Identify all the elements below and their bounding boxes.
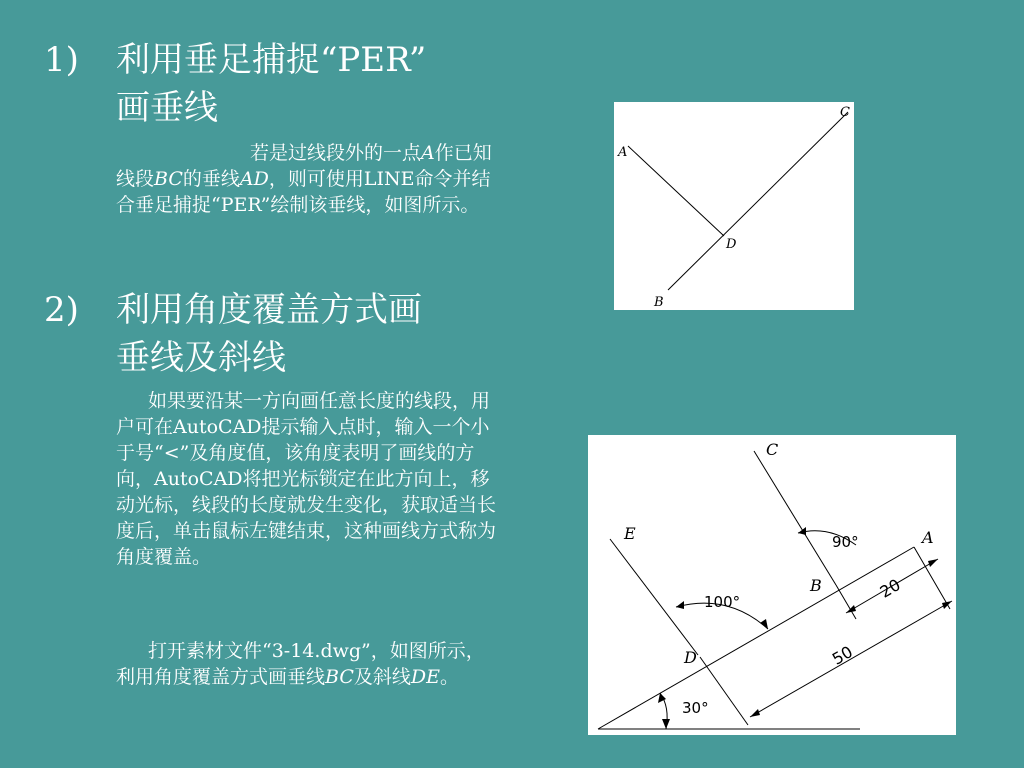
line-de bbox=[610, 539, 698, 655]
label-b: B bbox=[810, 576, 822, 595]
dim-50-label: 50 bbox=[828, 642, 856, 669]
section2-title bbox=[116, 286, 516, 382]
section2-title-line2: 垂线及斜线 bbox=[116, 338, 286, 378]
inclined-line bbox=[598, 547, 914, 729]
figure-perpendicular-snap bbox=[614, 102, 854, 310]
label-e: E bbox=[624, 524, 636, 543]
section1-paragraph-run: 作已知线段 bbox=[116, 142, 492, 190]
section2-paragraph2-run: 打开素材文件“3-14.dwg”，如图所示，利用角度覆盖方式画垂线 bbox=[116, 640, 485, 688]
section2-paragraph2-run: 及斜线 bbox=[353, 666, 411, 688]
figure2-drawing bbox=[588, 435, 956, 735]
section2-paragraph1: 如果要沿某一方向画任意长度的线段，用户可在AutoCAD提示输入点时，输入一个小于号“<”及角度值，该角度表明了画线的方向，AutoCAD将把光标锁定在此方向上，移动光标，线段的长度就发生变化，获取适当长度后，单击鼠标左键结束，这种画线方式称为角度覆盖。 bbox=[116, 390, 497, 568]
section1-paragraph-run: BC bbox=[154, 168, 183, 190]
label-a: A bbox=[922, 528, 934, 547]
extension-b bbox=[836, 585, 856, 619]
line-bc bbox=[754, 451, 836, 585]
section2-paragraph2-run: DE bbox=[410, 666, 440, 688]
line-ad bbox=[628, 146, 724, 236]
arrow-20-right bbox=[928, 559, 938, 567]
section1-paragraph-run: ，则可使用LINE命令并结合垂足捕捉“PER”绘制该垂线，如图所示。 bbox=[116, 168, 491, 216]
arrow-90 bbox=[798, 527, 806, 535]
section2-number: 2) bbox=[44, 290, 79, 330]
dim-90-label: 90° bbox=[832, 533, 859, 551]
dim-30-label: 30° bbox=[682, 699, 709, 717]
section1-paragraph-run: A bbox=[421, 142, 435, 164]
dim-100-label: 100° bbox=[704, 593, 741, 611]
figure1-drawing bbox=[614, 102, 854, 310]
section1-paragraph-run: 的垂线 bbox=[182, 168, 240, 190]
section2-paragraph2-run: 。 bbox=[440, 666, 460, 688]
section1-paragraph bbox=[116, 140, 498, 218]
dim-20-label: 20 bbox=[876, 575, 904, 602]
arrow-100 bbox=[676, 601, 684, 609]
label-d: D bbox=[684, 648, 697, 667]
extension-a bbox=[914, 547, 950, 609]
label-d: D bbox=[726, 237, 737, 252]
label-b: B bbox=[654, 295, 664, 310]
arrow-20-left bbox=[846, 605, 856, 613]
section1-paragraph-run: AD bbox=[239, 168, 269, 190]
section1-title bbox=[116, 36, 516, 132]
section1-paragraph-run: 若是过线段外的一点 bbox=[250, 142, 422, 164]
section2-title-line1: 利用角度覆盖方式画 bbox=[116, 290, 422, 330]
arrow-50-right bbox=[942, 601, 952, 609]
section2-paragraph2 bbox=[116, 638, 498, 690]
figure-angle-override bbox=[588, 435, 956, 735]
label-c: C bbox=[766, 440, 779, 459]
line-bc bbox=[668, 112, 848, 290]
arrow-30 bbox=[662, 719, 670, 729]
section1-title-line1: 利用垂足捕捉“PER” bbox=[116, 40, 427, 80]
section1-number: 1) bbox=[44, 40, 79, 80]
section1-title-line2: 画垂线 bbox=[116, 88, 218, 128]
label-a: A bbox=[618, 145, 628, 160]
arrow-50-left bbox=[750, 709, 760, 717]
arrow-100-end bbox=[760, 619, 768, 629]
label-c: C bbox=[840, 105, 850, 120]
section2-paragraph2-run: BC bbox=[325, 666, 354, 688]
